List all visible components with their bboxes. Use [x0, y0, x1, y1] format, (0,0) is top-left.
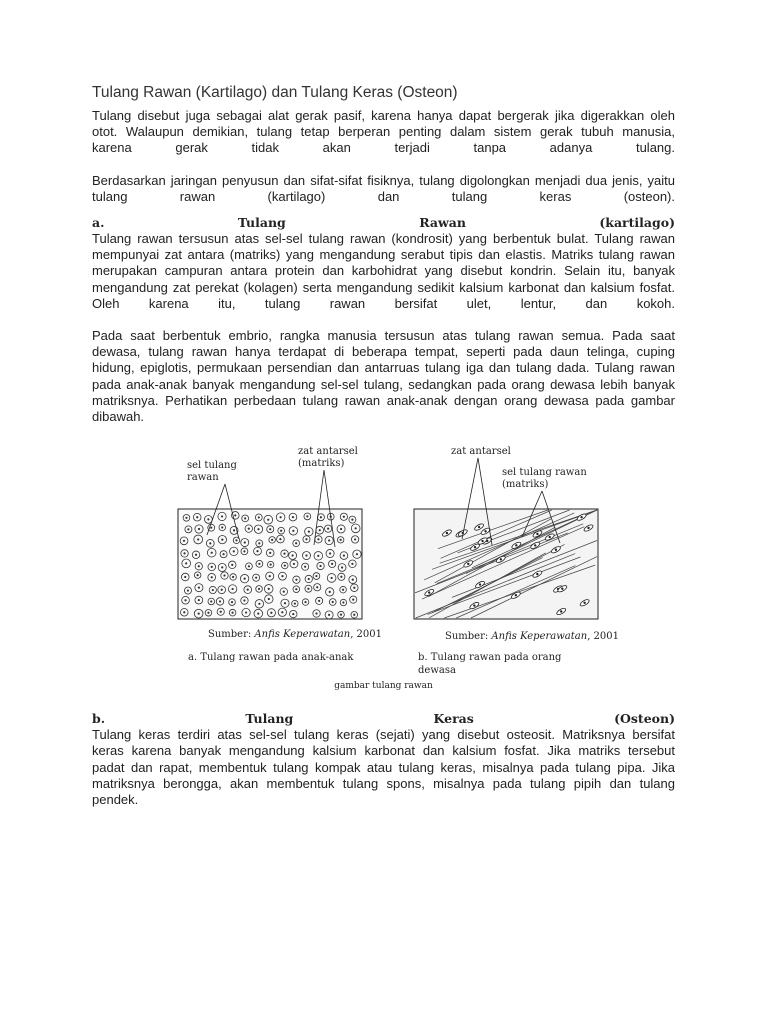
figure-caption: gambar tulang rawan — [334, 681, 433, 692]
cell-nucleus — [247, 589, 249, 591]
cell-nucleus — [293, 563, 295, 565]
cell-nucleus — [341, 567, 343, 569]
cell-nucleus — [281, 611, 283, 613]
text-line: pendek. — [92, 792, 139, 808]
cell-nucleus — [271, 539, 273, 541]
section-a-heading — [92, 215, 675, 231]
cell-nucleus — [308, 531, 310, 533]
cell-nucleus — [352, 579, 354, 581]
text-line: dibawah. — [92, 409, 145, 425]
heading-word: (kartilago) — [599, 215, 675, 231]
label-cell-line2: (matriks) — [502, 479, 549, 491]
text-line: merupakan campuran antara protein dan karbohidrat yang disebut kondrin. Selain itu, banyak — [92, 263, 675, 279]
cell-nucleus — [536, 533, 538, 535]
cell-nucleus — [258, 603, 260, 605]
cell-nucleus — [211, 552, 213, 554]
cell-nucleus — [319, 529, 321, 531]
cell-nucleus — [352, 599, 354, 601]
cell-nucleus — [231, 612, 233, 614]
cell-nucleus — [283, 591, 285, 593]
cell-nucleus — [317, 555, 319, 557]
cell-nucleus — [283, 553, 285, 555]
cell-nucleus — [328, 614, 330, 616]
cell-nucleus — [223, 575, 225, 577]
cell-nucleus — [304, 601, 306, 603]
cell-nucleus — [268, 598, 270, 600]
cell-nucleus — [353, 614, 355, 616]
document-page — [92, 84, 675, 824]
label-matrix: zat antarsel — [451, 446, 511, 458]
label-cell-line1: sel tulang — [187, 460, 237, 472]
cell-nucleus — [258, 563, 260, 565]
heading-word: Tulang — [237, 215, 286, 231]
cell-nucleus — [295, 588, 297, 590]
cell-nucleus — [210, 601, 212, 603]
heading-word: Tulang — [245, 711, 294, 727]
text-line: pada anak-anak banyak mengandung sel-sel tulang, sedangkan pada orang dewasa lebih banyak — [92, 376, 675, 392]
cell-nucleus — [583, 602, 585, 604]
cell-nucleus — [318, 600, 320, 602]
cell-nucleus — [342, 602, 344, 604]
cell-nucleus — [446, 532, 448, 534]
cell-nucleus — [270, 564, 272, 566]
cell-nucleus — [211, 566, 213, 568]
cell-nucleus — [197, 574, 199, 576]
cell-nucleus — [207, 519, 209, 521]
cell-nucleus — [304, 566, 306, 568]
cell-nucleus — [281, 575, 283, 577]
heading-word: Rawan — [419, 215, 466, 231]
heading-word: b. — [92, 711, 106, 727]
cell-nucleus — [183, 611, 185, 613]
section-b-heading — [92, 711, 675, 727]
text-line: Pada saat berbentuk embrio, rangka manusia tersusun atas tulang rawan semua. Pada saat — [92, 328, 675, 344]
heading-word: a. — [92, 215, 105, 231]
cell-nucleus — [233, 530, 235, 532]
cell-nucleus — [340, 576, 342, 578]
cell-nucleus — [536, 573, 538, 575]
cell-nucleus — [211, 576, 213, 578]
text-line: tulang rawan (kartilago) dan tulang keras (osteon). — [92, 188, 675, 204]
cell-nucleus — [244, 518, 246, 520]
cell-nucleus — [234, 515, 236, 517]
cell-nucleus — [268, 588, 270, 590]
cell-nucleus — [354, 539, 356, 541]
cell-nucleus — [561, 588, 563, 590]
cell-nucleus — [232, 576, 234, 578]
cell-nucleus — [481, 540, 483, 542]
paragraph-intro — [92, 108, 675, 157]
section-a — [92, 215, 675, 312]
cell-nucleus — [308, 578, 310, 580]
cell-nucleus — [219, 601, 221, 603]
cell-nucleus — [484, 530, 486, 532]
cell-nucleus — [212, 589, 214, 591]
page-title: Tulang Rawan (Kartilago) dan Tulang Keras (Osteon) — [92, 84, 458, 101]
cell-nucleus — [196, 516, 198, 518]
cell-nucleus — [306, 516, 308, 518]
cell-nucleus — [222, 553, 224, 555]
cell-nucleus — [231, 601, 233, 603]
cell-nucleus — [292, 516, 294, 518]
cell-nucleus — [185, 517, 187, 519]
cell-nucleus — [269, 575, 271, 577]
cell-nucleus — [342, 589, 344, 591]
text-line: Berdasarkan jaringan penyusun dan sifat-sifat fisiknya, tulang digolongkan menjadi dua jenis, yaitu — [92, 172, 675, 188]
cell-nucleus — [515, 544, 517, 546]
cell-nucleus — [317, 538, 319, 540]
cell-nucleus — [210, 527, 212, 529]
cell-nucleus — [197, 539, 199, 541]
cell-nucleus — [295, 579, 297, 581]
section-b — [92, 711, 675, 808]
cell-nucleus — [315, 575, 317, 577]
cell-nucleus — [478, 526, 480, 528]
cell-nucleus — [198, 613, 200, 615]
cell-nucleus — [221, 516, 223, 518]
cell-nucleus — [269, 552, 271, 554]
cell-nucleus — [221, 567, 223, 569]
cell-nucleus — [183, 553, 185, 555]
text-line: otot. Walaupun demikian, tulang tetap berperan penting dalam sistem gerak tubuh manusia, — [92, 124, 675, 140]
cell-nucleus — [534, 544, 536, 546]
text-line: hidung, epiglotis, permukaan persendian dan antarruas tulang iga dan tulang dada. Tulang rawan — [92, 360, 675, 376]
cell-nucleus — [243, 550, 245, 552]
paragraph-classification — [92, 173, 675, 205]
cell-nucleus — [327, 528, 329, 530]
text-line: mengandung zat perekat (kolagen) serta mengandung sedikit kalsium karbonat dan kalsium fosfat. — [92, 279, 675, 295]
label-matrix-line2: (matriks) — [298, 458, 345, 470]
cell-nucleus — [244, 578, 246, 580]
cell-nucleus — [257, 613, 259, 615]
cell-nucleus — [294, 603, 296, 605]
cell-nucleus — [284, 565, 286, 567]
cell-nucleus — [245, 612, 247, 614]
cell-nucleus — [343, 555, 345, 557]
cell-nucleus — [221, 539, 223, 541]
cell-nucleus — [340, 614, 342, 616]
cell-nucleus — [257, 528, 259, 530]
cell-nucleus — [270, 612, 272, 614]
cell-nucleus — [307, 588, 309, 590]
cell-nucleus — [255, 577, 257, 579]
paragraph-embryo — [92, 328, 675, 425]
cell-nucleus — [331, 563, 333, 565]
cell-nucleus — [256, 550, 258, 552]
cell-nucleus — [295, 542, 297, 544]
cell-nucleus — [235, 539, 237, 541]
cell-nucleus — [500, 558, 502, 560]
text-line: keras karena banyak mengandung kalsium karbonat dan kalsium fosfat. Jika matriks tersebut — [92, 743, 675, 759]
text-line: padat dan rapat, membentuk tulang kompak atau tulang keras, misalnya pada tulang pipa. Jika — [92, 759, 675, 775]
cell-nucleus — [284, 602, 286, 604]
cell-nucleus — [185, 563, 187, 565]
cell-nucleus — [267, 519, 269, 521]
cell-nucleus — [351, 519, 353, 521]
cell-nucleus — [207, 612, 209, 614]
cell-nucleus — [209, 543, 211, 545]
cell-nucleus — [356, 553, 358, 555]
cell-nucleus — [305, 555, 307, 557]
cell-nucleus — [329, 591, 331, 593]
cell-nucleus — [280, 516, 282, 518]
cartilage-figure — [92, 427, 675, 701]
cell-nucleus — [479, 584, 481, 586]
cell-nucleus — [353, 587, 355, 589]
cell-nucleus — [221, 527, 223, 529]
cell-nucleus — [292, 530, 294, 532]
cell-nucleus — [355, 527, 357, 529]
cell-nucleus — [549, 536, 551, 538]
cell-nucleus — [280, 530, 282, 532]
source-right: Sumber: Anfis Keperawatan, 2001 — [445, 631, 620, 643]
cell-nucleus — [428, 592, 430, 594]
cell-nucleus — [473, 605, 475, 607]
text-line: matriksnya. Perhatikan perbedaan tulang rawan anak-anak dengan orang dewasa pada gambar — [92, 392, 675, 408]
cell-nucleus — [343, 516, 345, 518]
text-line: Tulang disebut juga sebagai alat gerak pasif, karena hanya dapat bergerak jika digerakkan oleh — [92, 108, 675, 123]
cell-nucleus — [351, 563, 353, 565]
text-line: matriksnya berongga, akan membentuk tulang spons, misalnya pada tulang pipih dan tulang — [92, 775, 675, 791]
cell-nucleus — [231, 564, 233, 566]
cell-nucleus — [467, 563, 469, 565]
cartilage-illustration — [92, 427, 675, 677]
text-line: dewasa, tulang rawan hanya terdapat di beberapa tempat, seperti pada daun telinga, cuping — [92, 344, 675, 360]
cell-nucleus — [243, 600, 245, 602]
text-line: Oleh karena itu, tulang rawan bersifat ulet, lentur, dan kokoh. — [92, 295, 675, 311]
cell-nucleus — [320, 516, 322, 518]
label-matrix-line1: zat antarsel — [298, 446, 358, 458]
source-left: Sumber: Anfis Keperawatan, 2001 — [208, 629, 383, 641]
cell-nucleus — [258, 588, 260, 590]
heading-word: Keras — [433, 711, 474, 727]
cell-nucleus — [340, 539, 342, 541]
cell-nucleus — [340, 528, 342, 530]
cell-nucleus — [319, 565, 321, 567]
cell-nucleus — [331, 577, 333, 579]
cell-nucleus — [580, 516, 582, 518]
cell-nucleus — [560, 611, 562, 613]
cell-nucleus — [248, 528, 250, 530]
cell-nucleus — [184, 599, 186, 601]
cell-nucleus — [184, 576, 186, 578]
cell-nucleus — [258, 542, 260, 544]
cell-nucleus — [328, 540, 330, 542]
cell-nucleus — [221, 589, 223, 591]
cell-nucleus — [198, 528, 200, 530]
cell-nucleus — [183, 540, 185, 542]
cell-nucleus — [332, 601, 334, 603]
caption-left: a. Tulang rawan pada anak-anak — [188, 652, 354, 664]
text-line: Tulang keras terdiri atas sel-sel tulang keras (sejati) yang disebut osteosit. Matriksnya bersifat — [92, 727, 675, 743]
adult-cartilage-panel — [414, 509, 598, 619]
cell-nucleus — [292, 555, 294, 557]
cell-nucleus — [292, 613, 294, 615]
cell-nucleus — [198, 599, 200, 601]
cell-nucleus — [198, 587, 200, 589]
label-cell-line2: rawan — [187, 472, 219, 484]
cell-nucleus — [258, 517, 260, 519]
text-line: Tulang rawan tersusun atas sel-sel tulang rawan (kondrosit) yang berbentuk bulat. Tulang rawan — [92, 231, 675, 247]
cell-nucleus — [305, 538, 307, 540]
cell-nucleus — [269, 528, 271, 530]
caption-right-line2: dewasa — [418, 665, 456, 677]
heading-word: (Osteon) — [614, 711, 675, 727]
caption-right-line1: b. Tulang rawan pada orang — [418, 652, 562, 664]
cell-nucleus — [315, 613, 317, 615]
cell-nucleus — [244, 542, 246, 544]
cell-nucleus — [329, 553, 331, 555]
cell-nucleus — [220, 611, 222, 613]
cell-nucleus — [187, 529, 189, 531]
cell-nucleus — [316, 586, 318, 588]
label-cell-line1: sel tulang rawan — [502, 467, 587, 479]
cell-nucleus — [474, 546, 476, 548]
cell-nucleus — [232, 588, 234, 590]
cell-nucleus — [279, 538, 281, 540]
cell-nucleus — [555, 549, 557, 551]
cell-nucleus — [233, 551, 235, 553]
text-line: mempunyai zat antara (matriks) yang mengandung serabut tipis dan elastis. Matriks tulang rawan — [92, 247, 675, 263]
cell-nucleus — [248, 565, 250, 567]
text-line: karena gerak tidak akan terjadi tanpa adanya tulang. — [92, 140, 675, 156]
cell-nucleus — [187, 590, 189, 592]
cell-nucleus — [587, 527, 589, 529]
cell-nucleus — [195, 554, 197, 556]
cell-nucleus — [515, 594, 517, 596]
cell-nucleus — [198, 565, 200, 567]
